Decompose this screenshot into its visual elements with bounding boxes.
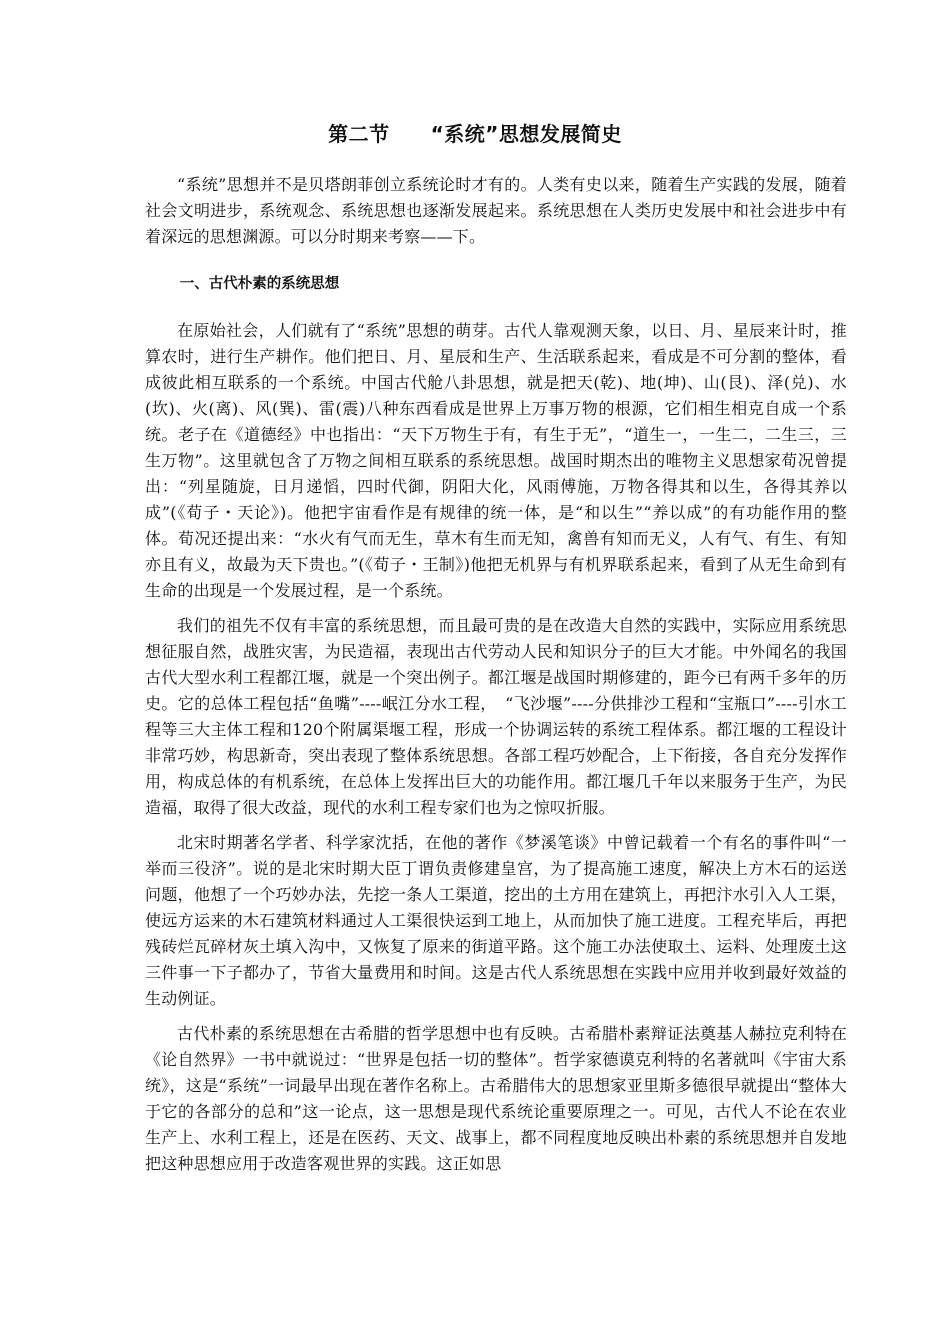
page-title: 第二节 “系统”思想发展简史 (328, 122, 622, 146)
paragraph-dujiangyan: 我们的祖先不仅有丰富的系统思想，而且最可贵的是在改造大自然的实践中，实际应用系统思想征服自然，战胜灾害，为民造福，表现出古代劳动人民和知识分子的巨大才能。中外闻名的我国古代大型水利工程都江堰，就是一个突出例子。都江堰是战国时期修建的，距今已有两千多年的历史。它的总体工程包括“鱼嘴”----岷江分水工程， “飞沙堰”----分供排沙工程和“宝瓶口”----引水工程等三大主体工程和120个附属渠堰工程，形成一个协调运转的系统工程体系。都江堰的工程设计非常巧妙，构思新奇，突出表现了整体系统思想。各部工程巧妙配合，上下衔接，各自充分发挥作用，构成总体的有机系统，在总体上发挥出巨大的功能作用。都江堰几千年以来服务于生产，为民造福，取得了很大改益，现代的水利工程专家们也为之惊叹折服。 (145, 616, 847, 817)
intro-paragraph: “系统”思想并不是贝塔朗菲创立系统论时才有的。人类有史以来，随着生产实践的发展，随着社会文明进步，系统观念、系统思想也逐渐发展起来。系统思想在人类历史发展中和社会进步中有着深远的思想渊源。可以分时期来考察——下。 (145, 175, 847, 246)
paragraph-ancient-greece: 古代朴素的系统思想在古希腊的哲学思想中也有反映。古希腊朴素辩证法奠基人赫拉克利特在《论自然界》一书中就说过：“世界是包括一切的整体”。哲学家德谟克利特的名著就叫《宇宙大系统》，这是“系统”一词最早出现在著作名称上。古希腊伟大的思想家亚里斯多德很早就提出“整体大于它的各部分的总和”这一论点，这一思想是现代系统论重要原理之一。可见，古代人不论在农业生产上、水利工程上，还是在医药、天文、战事上，都不同程度地反映出朴素的系统思想并自发地把这种思想应用于改造客观世界的实践。这正如思 (145, 1024, 847, 1173)
document-body (145, 172, 847, 1186)
paragraph-primitive-society: 在原始社会，人们就有了“系统”思想的萌芽。古代人靠观测天象，以日、月、星辰来计时，推算农时，进行生产耕作。他们把日、月、星辰和生产、生活联系起来，看成是不可分割的整体，看成彼此相互联系的一个系统。中国古代舱八卦思想，就是把天(乾)、地(坤)、山(艮)、泽(兑)、水(坎)、火(离)、风(巽)、雷(震)八种东西看成是世界上万事万物的根源，它们相生相克自成一个系统。老子在《道德经》中也指出：“天下万物生于有，有生于无”，“道生一，一生二，二生三，三生万物”。这里就包含了万物之间相互联系的系统思想。战国时期杰出的唯物主义思想家荀况曾提出：“列星随旋，日月递慆，四时代御，阴阳大化，风雨傅施，万物各得其和以生，各得其养以成”(《荀子・天论》)。他把宇宙看作是有规律的统一体，是“和以生”“养以成”的有功能作用的整体。荀况还提出来：“水火有气而无生，草木有生而无知，禽兽有知而无义，人有气、有生、有知亦且有义，故最为天下贵也。”(《荀子・王制》)他把无机界与有机界联系起来，看到了从无生命到有生命的出现是一个发展过程，是一个系统。 (145, 321, 847, 600)
section-heading: 一、古代朴素的系统思想 (179, 276, 340, 292)
paragraph-shen-kuo: 北宋时期著名学者、科学家沈括，在他的著作《梦溪笔谈》中曾记载着一个有名的事件叫“一举而三役济”。说的是北宋时期大臣丁谓负责修建皇宫，为了提高施工速度，解决上方木石的运送问题，他想了一个巧妙办法，先挖一条人工渠道，挖出的土方用在建筑上，再把汴水引入人工渠，使远方运来的木石建筑材料通过人工渠很快运到工地上，从而加快了施工进度。工程充毕后，再把残砖烂瓦碎材灰土填入沟中，又恢复了原来的街道平路。这个施工办法使取土、运料、处理废土这三件事一下子都办了，节省大量费用和时间。这是古代人系统思想在实践中应用并收到最好效益的生动例证。 (145, 833, 847, 1008)
